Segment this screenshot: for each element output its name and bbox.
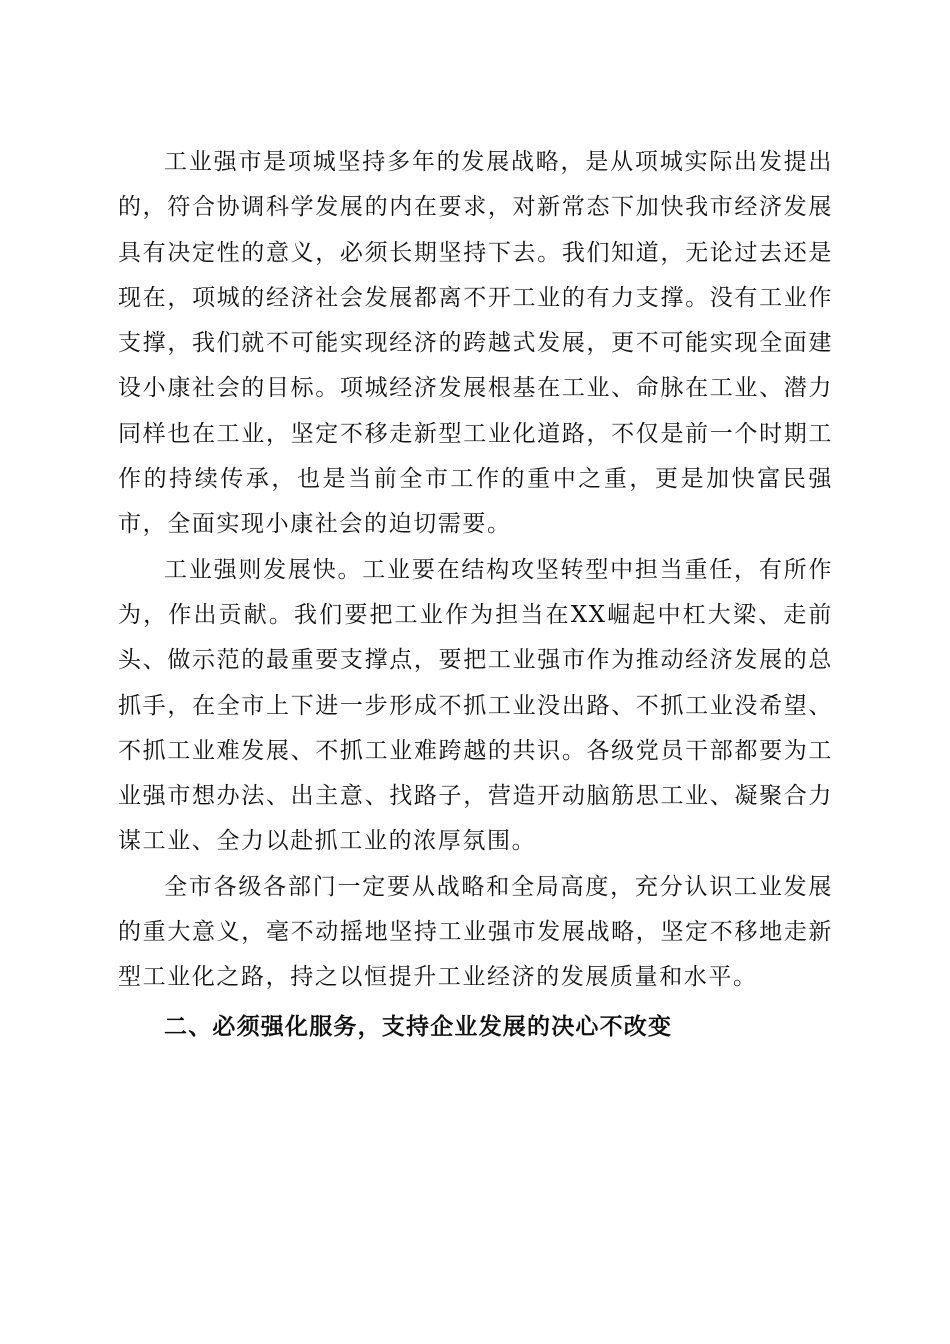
document-body bbox=[118, 140, 833, 1050]
paragraph-industry-strategy: 工业强市是项城坚持多年的发展战略，是从项城实际出发提出的，符合协调科学发展的内在要求，对新常态下加快我市经济发展具有决定性的意义，必须长期坚持下去。我们知道，无论过去还是现在，项城的经济社会发展都离不开工业的有力支撑。没有工业作支撑，我们就不可能实现经济的跨越式发展，更不可能实现全面建设小康社会的目标。项城经济发展根基在工业、命脉在工业、潜力同样也在工业，坚定不移走新型工业化道路，不仅是前一个时期工作的持续传承，也是当前全市工作的重中之重，更是加快富民强市，全面实现小康社会的迫切需要。 bbox=[118, 149, 833, 538]
paragraph-industry-growth: 工业强则发展快。工业要在结构攻坚转型中担当重任，有所作为，作出贡献。我们要把工业作为担当在XX崛起中杠大梁、走前头、做示范的最重要支撑点，要把工业强市作为推动经济发展的总抓手，在全市上下进一步形成不抓工业没出路、不抓工业没希望、不抓工业难发展、不抓工业难跨越的共识。各级党员干部都要为工业强市想办法、出主意、找路子，营造开动脑筋思工业、凝聚合力谋工业、全力以赴抓工业的浓厚氛围。 bbox=[118, 556, 833, 855]
paragraph-departments: 全市各级各部门一定要从战略和全局高度，充分认识工业发展的重大意义，毫不动摇地坚持工业强市发展战略，坚定不移地走新型工业化之路，持之以恒提升工业经济的发展质量和水平。 bbox=[118, 873, 833, 991]
section-heading: 二、必须强化服务，支持企业发展的决心不改变 bbox=[164, 1013, 673, 1040]
